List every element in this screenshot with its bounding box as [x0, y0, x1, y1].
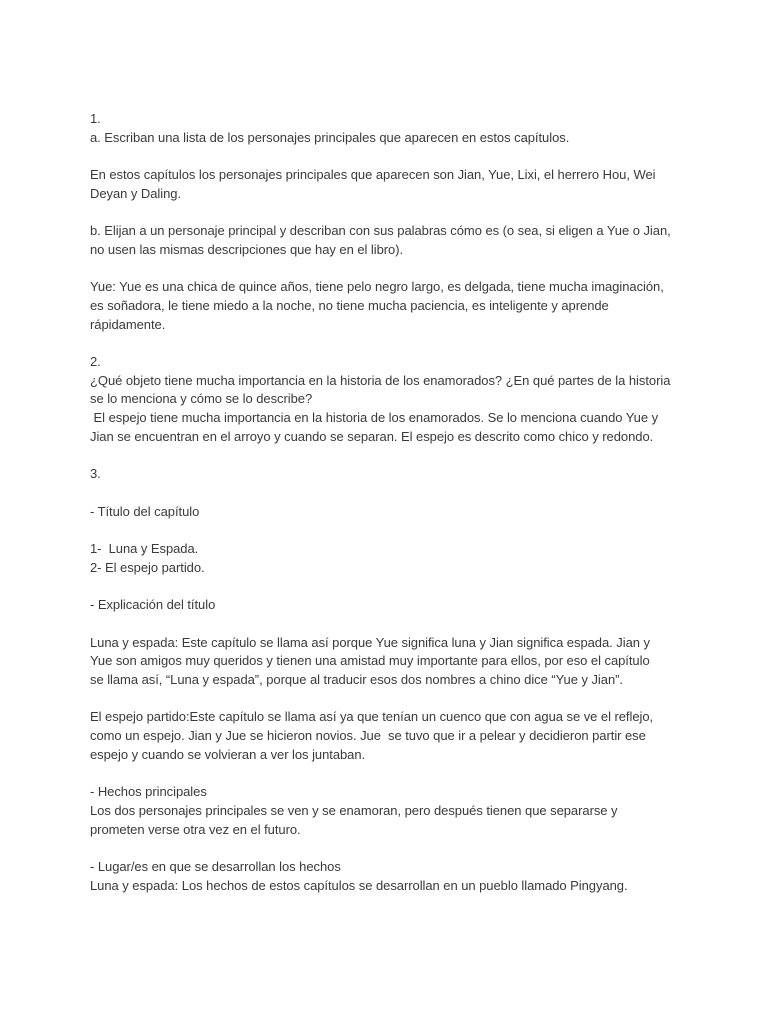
text-line: se lo menciona y cómo se lo describe?: [90, 391, 313, 407]
text-line: En estos capítulos los personajes principales que aparecen son Jian, Yue, Lixi, el herrero Hou, Wei: [90, 167, 656, 183]
text-line: Luna y espada: Este capítulo se llama así porque Yue significa luna y Jian significa espada. Jian y: [90, 634, 650, 650]
text-line: b. Elijan a un personaje principal y describan con sus palabras cómo es (o sea, si eligen a Yue o Jian,: [90, 223, 671, 239]
blank-line: [90, 447, 690, 466]
text-line: prometen verse otra vez en el futuro.: [90, 821, 301, 837]
text-line: a. Escriban una lista de los personajes principales que aparecen en estos capítulos.: [90, 129, 570, 145]
blank-line: [90, 764, 690, 783]
text-line: no usen las mismas descripciones que hay en el libro).: [90, 241, 404, 257]
text-line: Deyan y Daling.: [90, 185, 182, 201]
blank-line: [90, 334, 690, 353]
text-line: Luna y espada: Los hechos de estos capítulos se desarrollan en un pueblo llamado Pingyang.: [90, 877, 628, 893]
blank-line: [90, 484, 690, 503]
text-line: es soñadora, le tiene miedo a la noche, no tiene mucha paciencia, es inteligente y aprende: [90, 297, 609, 313]
text-line: como un espejo. Jian y Jue se hicieron novios. Jue se tuvo que ir a pelear y decidieron partir ese: [90, 728, 646, 744]
text-line: Jian se encuentran en el arroyo y cuando se separan. El espejo es descrito como chico y redondo.: [90, 428, 654, 444]
text-line: se llama así, “Luna y espada”, porque al traducir esos dos nombres a chino dice “Yue y Jian”.: [90, 671, 623, 687]
text-line: rápidamente.: [90, 316, 166, 332]
blank-line: [90, 147, 690, 166]
text-line: El espejo partido:Este capítulo se llama así ya que tenían un cuenco que con agua se ve el reflejo,: [90, 709, 654, 725]
text-line: Yue: Yue es una chica de quince años, tiene pelo negro largo, es delgada, tiene mucha imaginación,: [90, 279, 664, 295]
text-line: ¿Qué objeto tiene mucha importancia en la historia de los enamorados? ¿En qué partes de la historia: [90, 372, 671, 388]
text-line: 3.: [90, 466, 101, 482]
text-line: - Hechos principales: [90, 784, 207, 800]
text-line: El espejo tiene mucha importancia en la historia de los enamorados. Se lo menciona cuando Yue y: [90, 410, 659, 426]
text-line: - Explicación del título: [90, 597, 216, 613]
blank-line: [90, 260, 690, 279]
text-line: espejo y cuando se volvieran a ver los juntaban.: [90, 746, 366, 762]
text-line: Yue son amigos muy queridos y tienen una amistad muy importante para ellos, por eso el capítulo: [90, 653, 650, 669]
document-body: [90, 110, 690, 895]
blank-line: [90, 839, 690, 858]
blank-line: [90, 204, 690, 223]
blank-line: [90, 521, 690, 540]
text-line: - Título del capítulo: [90, 503, 200, 519]
text-line: Los dos personajes principales se ven y se enamoran, pero después tienen que separarse y: [90, 802, 618, 818]
blank-line: [90, 690, 690, 709]
blank-line: [90, 577, 690, 596]
text-line: 1- Luna y Espada.: [90, 541, 199, 557]
text-line: 2.: [90, 354, 101, 370]
blank-line: [90, 615, 690, 634]
text-line: - Lugar/es en que se desarrollan los hechos: [90, 858, 341, 874]
text-line: 1.: [90, 111, 101, 126]
text-line: 2- El espejo partido.: [90, 559, 205, 575]
